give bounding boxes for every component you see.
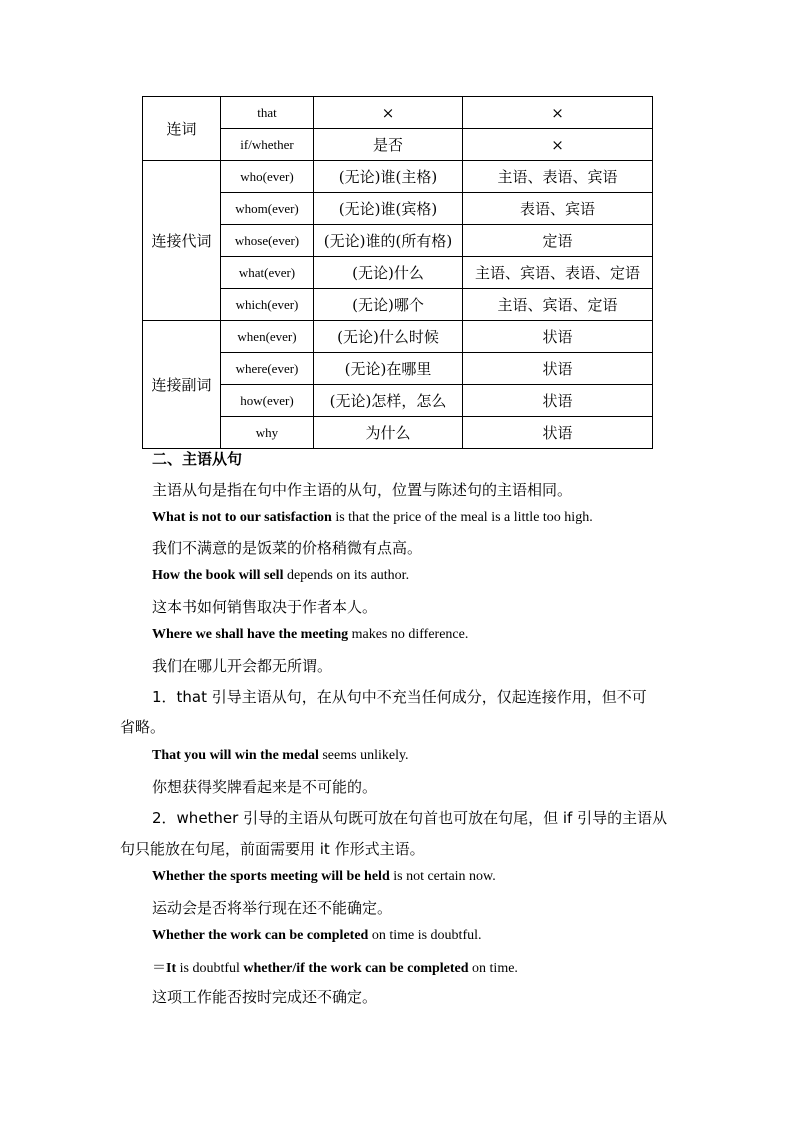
word-cell: how(ever)	[221, 385, 314, 417]
clause-highlight: Where we shall have the meeting	[152, 627, 349, 642]
word-cell: if/whether	[221, 129, 314, 161]
clause-highlight: How the book will sell	[152, 568, 284, 583]
example-sentence	[152, 748, 409, 764]
meaning-cell: 是否	[314, 129, 463, 161]
role-cell: 主语、宾语、定语	[463, 289, 653, 321]
sentence-rest: depends on its author.	[283, 568, 410, 583]
equals-sign: ＝	[152, 961, 166, 976]
section-intro: 主语从句是指在句中作主语的从句，位置与陈述句的主语相同。	[152, 481, 573, 499]
rule-text: 2．whether 引导的主语从句既可放在句首也可放在句尾，但 if 引导的主语从	[152, 809, 668, 827]
role-cell: 主语、宾语、表语、定语	[463, 257, 653, 289]
example-sentence	[152, 627, 468, 643]
example-translation: 这本书如何销售取决于作者本人。	[152, 598, 378, 616]
meaning-cell: (无论)什么	[314, 257, 463, 289]
example-translation: 运动会是否将举行现在还不能确定。	[152, 899, 393, 917]
word-cell: that	[221, 97, 314, 129]
clause-connector-table	[142, 96, 653, 449]
role-cell: 状语	[463, 385, 653, 417]
role-cell: 状语	[463, 353, 653, 385]
word-cell: what(ever)	[221, 257, 314, 289]
example-translation: 我们在哪儿开会都无所谓。	[152, 657, 333, 675]
word-cell: whom(ever)	[221, 193, 314, 225]
section-heading: 二、主语从句	[152, 450, 243, 468]
clause-highlight: It	[166, 961, 177, 976]
example-translation: 你想获得奖牌看起来是不可能的。	[152, 778, 378, 796]
table-row	[143, 321, 653, 353]
word-cell: when(ever)	[221, 321, 314, 353]
sentence-rest: is doubtful	[176, 961, 244, 976]
role-cell: ×	[463, 97, 653, 129]
table-row	[143, 97, 653, 129]
clause-highlight: Whether the sports meeting will be held	[152, 869, 390, 884]
group-cell: 连接副词	[143, 321, 221, 449]
example-sentence	[152, 869, 496, 885]
clause-highlight: Whether the work can be completed	[152, 928, 369, 943]
sentence-rest: is not certain now.	[389, 869, 496, 884]
word-cell: whose(ever)	[221, 225, 314, 257]
example-sentence	[152, 510, 593, 526]
example-sentence	[152, 568, 409, 584]
meaning-cell: 为什么	[314, 417, 463, 449]
sentence-rest: is that the price of the meal is a little too high.	[331, 510, 593, 525]
example-sentence	[152, 928, 482, 944]
sentence-rest: seems unlikely.	[318, 748, 409, 763]
sentence-rest: on time is doubtful.	[368, 928, 482, 943]
example-translation: 我们不满意的是饭菜的价格稍微有点高。	[152, 539, 423, 557]
meaning-cell: (无论)谁(宾格)	[314, 193, 463, 225]
word-cell: why	[221, 417, 314, 449]
role-cell: 状语	[463, 321, 653, 353]
role-cell: ×	[463, 129, 653, 161]
meaning-cell: (无论)哪个	[314, 289, 463, 321]
word-cell: who(ever)	[221, 161, 314, 193]
group-cell: 连词	[143, 97, 221, 161]
meaning-cell: (无论)在哪里	[314, 353, 463, 385]
role-cell: 定语	[463, 225, 653, 257]
meaning-cell: (无论)谁(主格)	[314, 161, 463, 193]
role-cell: 主语、表语、宾语	[463, 161, 653, 193]
example-sentence	[152, 957, 518, 977]
sentence-rest: on time.	[468, 961, 518, 976]
clause-highlight: whether/if the work can be completed	[243, 961, 469, 976]
meaning-cell: (无论)谁的(所有格)	[314, 225, 463, 257]
clause-highlight: That you will win the medal	[152, 748, 319, 763]
rule-text: 省略。	[120, 718, 166, 736]
word-cell: where(ever)	[221, 353, 314, 385]
group-cell: 连接代词	[143, 161, 221, 321]
table-row	[143, 161, 653, 193]
meaning-cell: (无论)什么时候	[314, 321, 463, 353]
role-cell: 表语、宾语	[463, 193, 653, 225]
example-translation: 这项工作能否按时完成还不确定。	[152, 988, 378, 1006]
role-cell: 状语	[463, 417, 653, 449]
word-cell: which(ever)	[221, 289, 314, 321]
clause-highlight: What is not to our satisfaction	[152, 510, 332, 525]
rule-text: 1．that 引导主语从句，在从句中不充当任何成分，仅起连接作用，但不可	[152, 688, 647, 706]
sentence-rest: makes no difference.	[348, 627, 469, 642]
rule-text: 句只能放在句尾，前面需要用 it 作形式主语。	[120, 840, 425, 858]
meaning-cell: (无论)怎样，怎么	[314, 385, 463, 417]
meaning-cell: ×	[314, 97, 463, 129]
